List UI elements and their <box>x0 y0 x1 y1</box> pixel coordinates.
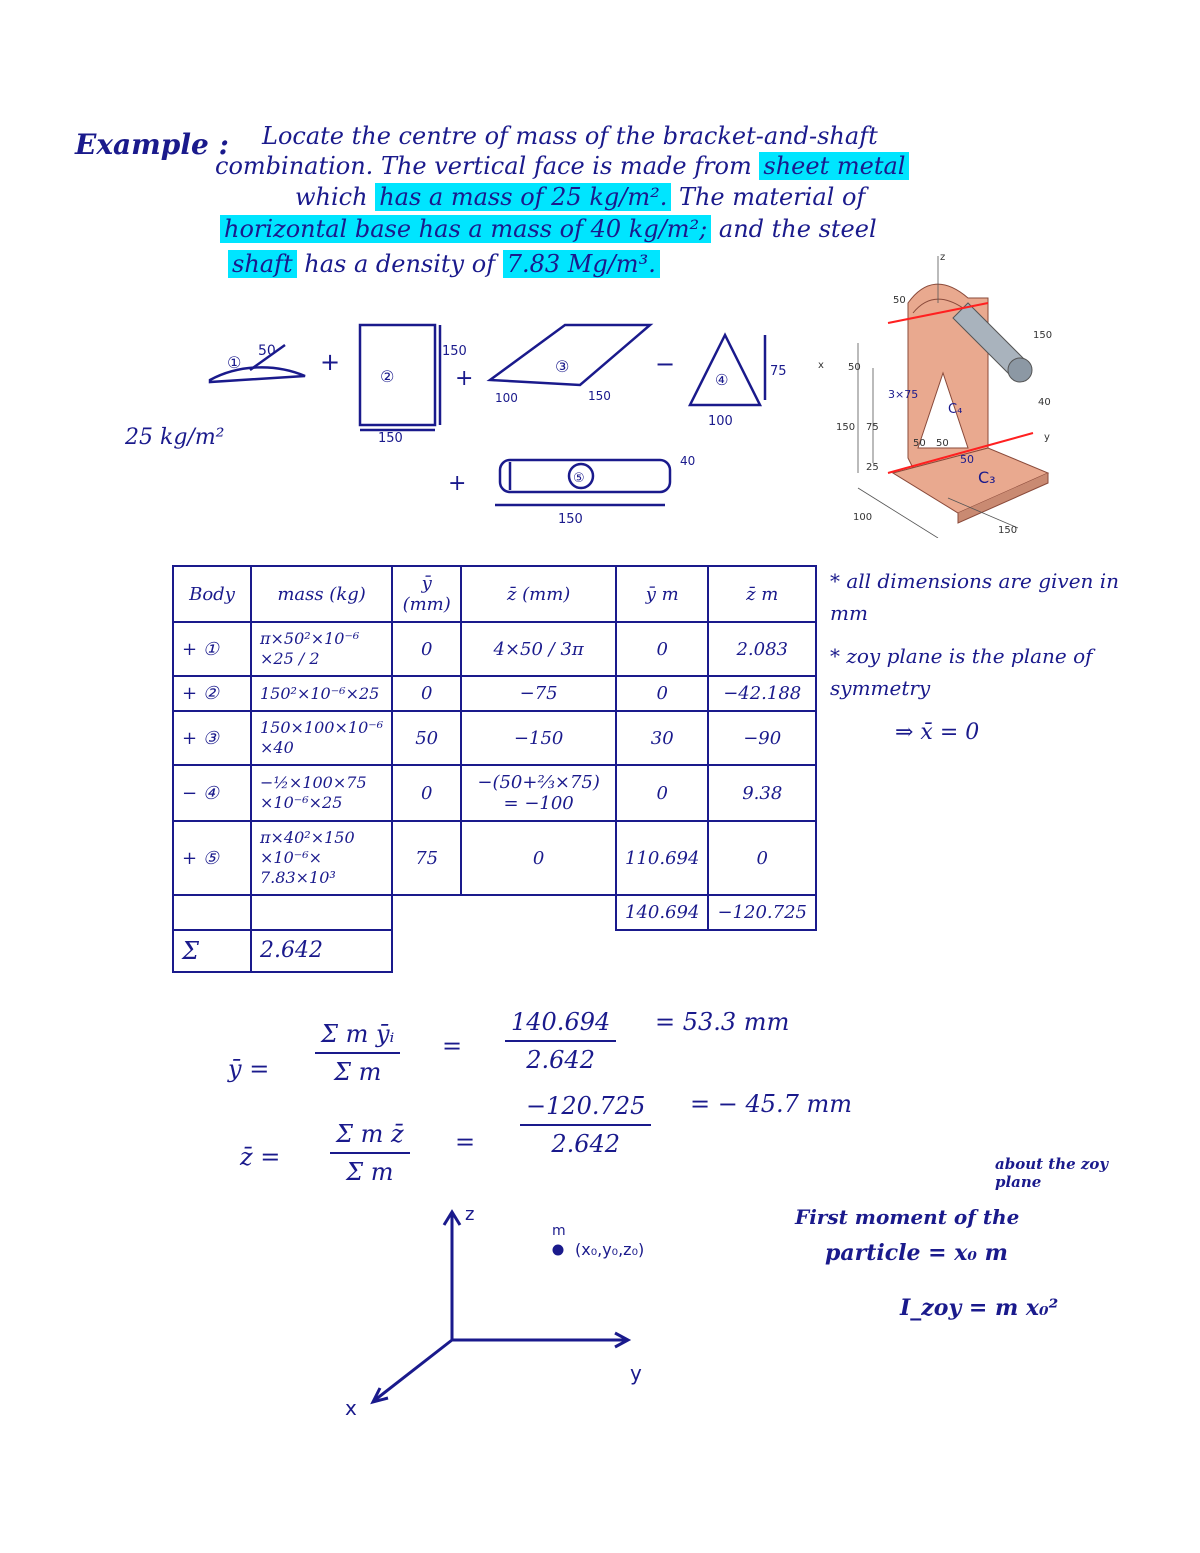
row-body: + ② <box>173 676 251 711</box>
row-mass: 150×100×10⁻⁶ ×40 <box>251 711 392 765</box>
row-zm: 0 <box>708 821 816 895</box>
col-ym: ȳ m <box>616 566 708 622</box>
zbar-value: = − 45.7 mm <box>690 1090 853 1118</box>
table-sum-row-partial <box>173 895 816 930</box>
ybar-frac-1-den: Σ m <box>334 1058 382 1086</box>
fig-c4-label: C₄ <box>948 402 963 417</box>
row-zm: 2.083 <box>708 622 816 676</box>
fig-x-label: x <box>818 360 824 371</box>
table-row <box>173 821 816 895</box>
moment-line-3: I_zoy = m x₀² <box>900 1295 1059 1321</box>
col-zm: z̄ m <box>708 566 816 622</box>
row-zm: −42.188 <box>708 676 816 711</box>
row-ybar: 0 <box>392 676 461 711</box>
ybar-lhs: ȳ = <box>228 1055 270 1083</box>
row-mass: 150²×10⁻⁶×25 <box>251 676 392 711</box>
sum-empty-2 <box>251 895 392 930</box>
highlight-sheet-metal: sheet metal <box>759 152 909 180</box>
row-ybar: 0 <box>392 765 461 821</box>
highlight-density: 7.83 Mg/m³. <box>503 250 660 278</box>
ybar-frac-1 <box>315 1020 400 1086</box>
centroid-table <box>172 565 817 973</box>
row-body: + ① <box>173 622 251 676</box>
zbar-lhs: z̄ = <box>240 1143 281 1171</box>
note-symmetry: * zoy plane is the plane of symmetry <box>830 644 1093 700</box>
row-zbar: 0 <box>461 821 616 895</box>
shape-3-id: ③ <box>555 357 570 376</box>
problem-line-3 <box>295 183 865 211</box>
op-plus-2: + <box>455 366 474 391</box>
row-mass: π×50²×10⁻⁶ ×25 / 2 <box>251 622 392 676</box>
fig-dim-150-bottom: 150 <box>998 525 1018 536</box>
zbar-frac-1-num: Σ m z̄ <box>330 1120 410 1154</box>
problem-line-1: Locate the centre of mass of the bracket-and-shaft <box>262 122 878 150</box>
ybar-frac-2-den: 2.642 <box>526 1046 595 1074</box>
col-zbar: z̄ (mm) <box>461 566 616 622</box>
table-row <box>173 676 816 711</box>
row-zbar: −75 <box>461 676 616 711</box>
areal-density-label: 25 kg/m² <box>125 425 225 450</box>
sum-blank <box>392 930 816 972</box>
table-header-row <box>173 566 816 622</box>
shape-4-triangle <box>690 335 787 429</box>
shape-5-id: ⑤ <box>573 471 585 486</box>
zbar-frac-1 <box>330 1120 410 1186</box>
axis-z-label: z <box>465 1204 475 1225</box>
row-zbar: −150 <box>461 711 616 765</box>
fig-dim-50: 50 <box>893 295 906 306</box>
zbar-frac-2 <box>520 1092 651 1158</box>
axis-x-label: x <box>345 1396 357 1420</box>
table-row <box>173 711 816 765</box>
shape-4-id: ④ <box>715 371 729 389</box>
ybar-frac-2 <box>505 1008 616 1074</box>
row-ybar: 0 <box>392 622 461 676</box>
shape-4-dim-h: 75 <box>770 364 787 379</box>
particle-coords: (x₀,y₀,z₀) <box>575 1240 645 1259</box>
fig-dim-50-a: 50 <box>913 438 926 449</box>
moment-about: about the zoy plane <box>995 1155 1109 1191</box>
fig-c3-label: C₃ <box>978 468 996 487</box>
shape-1-id: ① <box>227 353 242 372</box>
zbar-frac-2-num: −120.725 <box>520 1092 651 1126</box>
axis-y-label: y <box>630 1361 642 1385</box>
sum-zm: −120.725 <box>708 895 816 930</box>
row-ym: 30 <box>616 711 708 765</box>
col-mass: mass (kg) <box>251 566 392 622</box>
row-zbar: −(50+⅔×75) = −100 <box>461 765 616 821</box>
row-ybar: 50 <box>392 711 461 765</box>
row-ym: 110.694 <box>616 821 708 895</box>
row-body: − ④ <box>173 765 251 821</box>
shape-1-semicircle <box>210 343 305 382</box>
shape-2-dim-h: 150 <box>442 344 467 359</box>
table-row <box>173 622 816 676</box>
fig-dim-150-top: 150 <box>1033 330 1053 341</box>
problem-line-5-text: has a density of <box>304 250 496 278</box>
fig-dim-50-c: 50 <box>960 453 974 466</box>
zbar-frac-2-den: 2.642 <box>551 1130 621 1158</box>
row-zm: 9.38 <box>708 765 816 821</box>
axes-sketch <box>340 1200 670 1430</box>
sum-empty-1 <box>173 895 251 930</box>
fig-dim-3x75: 3×75 <box>888 388 919 401</box>
fig-dim-25: 25 <box>866 462 879 473</box>
row-ybar: 75 <box>392 821 461 895</box>
shape-3-dim-1: 100 <box>495 391 518 405</box>
row-zbar: 4×50 / 3π <box>461 622 616 676</box>
sum-ym: 140.694 <box>616 895 708 930</box>
problem-line-4 <box>220 215 877 243</box>
zbar-eq: = <box>455 1128 476 1156</box>
sum-empty-3 <box>392 895 616 930</box>
ybar-frac-1-num: Σ m ȳᵢ <box>315 1020 400 1054</box>
shape-2-dim-w: 150 <box>378 431 403 446</box>
shape-5-dim-d: 40 <box>680 454 696 468</box>
moment-line-1: First moment of the <box>795 1205 1020 1229</box>
fig-z-label: z <box>940 252 946 263</box>
table-sum-row <box>173 930 816 972</box>
note-dimensions: * all dimensions are given in mm <box>830 569 1120 625</box>
problem-line-2-text: combination. The vertical face is made from <box>215 152 752 180</box>
shape-4-dim-b: 100 <box>708 414 733 429</box>
row-ym: 0 <box>616 676 708 711</box>
note-xbar: ⇒ x̄ = 0 <box>895 720 980 745</box>
zbar-frac-1-den: Σ m <box>346 1158 394 1186</box>
shape-2-square <box>360 325 467 446</box>
fig-dim-100: 100 <box>853 512 873 523</box>
highlight-shaft: shaft <box>228 250 297 278</box>
fig-dim-75: 75 <box>866 422 879 433</box>
row-ym: 0 <box>616 622 708 676</box>
ybar-value: = 53.3 mm <box>655 1008 790 1036</box>
fig-dim-50-left: 50 <box>848 362 861 373</box>
particle-mass-label: m <box>552 1223 566 1239</box>
problem-line-4-tail: and the steel <box>718 215 877 243</box>
shape-3-dim-2: 150 <box>588 389 611 403</box>
fig-dim-40: 40 <box>1038 397 1051 408</box>
op-minus: − <box>655 350 676 378</box>
ybar-eq: = <box>442 1032 463 1060</box>
shape-1-dim: 50 <box>258 343 276 359</box>
table-row <box>173 765 816 821</box>
problem-line-3-tail: The material of <box>678 183 866 211</box>
sum-mass: 2.642 <box>251 930 392 972</box>
shape-5-cylinder <box>448 454 695 527</box>
op-plus-1: + <box>320 348 341 376</box>
fig-y-label: y <box>1044 432 1050 443</box>
problem-line-5 <box>228 250 660 278</box>
particle-point <box>554 1246 562 1254</box>
highlight-vertical-mass: has a mass of 25 kg/m². <box>375 183 671 211</box>
sum-label: Σ <box>173 930 251 972</box>
moment-line-2: particle = x₀ m <box>825 1240 1008 1266</box>
shape-3-parallelogram <box>490 325 650 405</box>
component-sketches <box>110 300 930 530</box>
shape-5-dim-l: 150 <box>558 512 583 527</box>
shape-2-id: ② <box>380 367 395 386</box>
row-mass: π×40²×150 ×10⁻⁶× 7.83×10³ <box>251 821 392 895</box>
fig-dim-150-left: 150 <box>836 422 856 433</box>
bracket-figure <box>818 248 1068 538</box>
row-body: + ③ <box>173 711 251 765</box>
fig-dim-50-b: 50 <box>936 438 949 449</box>
ybar-frac-2-num: 140.694 <box>505 1008 616 1042</box>
row-zm: −90 <box>708 711 816 765</box>
op-plus-3: + <box>448 471 467 496</box>
row-mass: −½×100×75 ×10⁻⁶×25 <box>251 765 392 821</box>
problem-line-2 <box>215 152 909 180</box>
col-body: Body <box>173 566 251 622</box>
highlight-base-mass: horizontal base has a mass of 40 kg/m²; <box>220 215 711 243</box>
problem-line-3-text: which <box>295 183 368 211</box>
row-body: + ⑤ <box>173 821 251 895</box>
col-ybar: ȳ (mm) <box>392 566 461 622</box>
row-ym: 0 <box>616 765 708 821</box>
example-heading: Example : <box>75 128 229 161</box>
